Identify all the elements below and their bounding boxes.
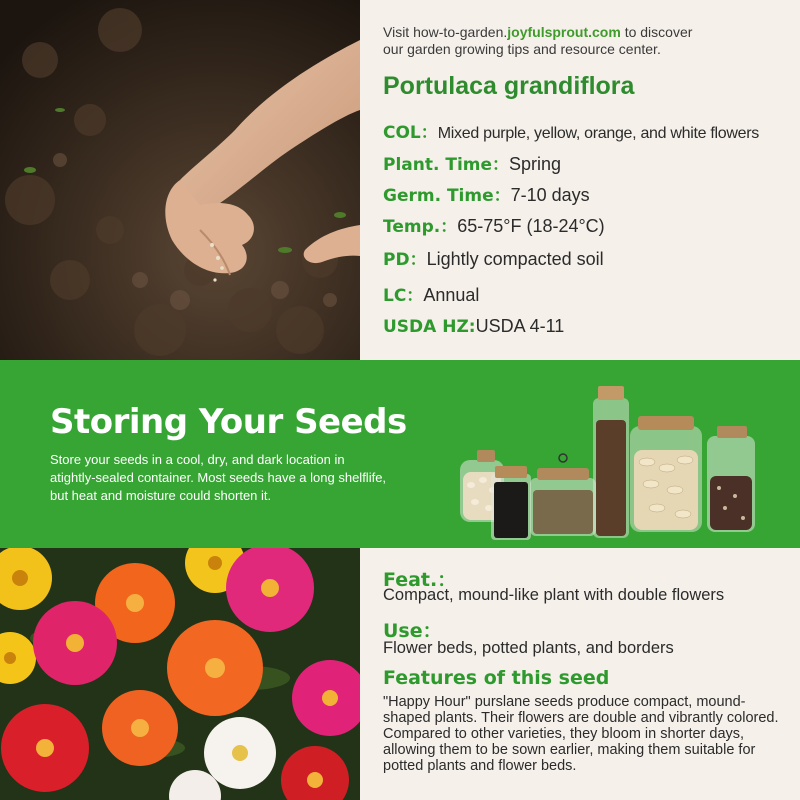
- white-flower: [204, 717, 276, 789]
- visit-text: [383, 24, 783, 58]
- attr-value: 7-10 days: [510, 185, 590, 205]
- flowers-illustration: [0, 548, 360, 800]
- attr-key: Germ. Time：: [383, 186, 511, 206]
- jar-black-seeds: [491, 466, 531, 540]
- attr-planting-depth: [383, 245, 604, 270]
- orange-flower: [102, 690, 178, 766]
- attr-color: [383, 118, 759, 143]
- soil-illustration: [0, 0, 360, 360]
- attr-key: Plant. Time：: [383, 155, 510, 175]
- attr-key: PD：: [383, 250, 427, 270]
- seed-jars-illustration: [455, 380, 765, 540]
- attr-key: USDA HZ:: [383, 317, 476, 337]
- feat-heading: Feat.：: [383, 569, 457, 591]
- attr-usda-zone: [383, 316, 564, 337]
- jar-tall-seeds: [593, 386, 629, 538]
- plant-info-panel: [383, 0, 800, 360]
- visit-suffix: to discover: [620, 24, 693, 40]
- jar-mixed-seeds: [707, 426, 755, 532]
- storing-text: Store your seeds in a cool, dry, and dark location in atightly-sealed container. Most seeds have a long shelflife, but heat and moisture could shorten it.: [50, 452, 387, 503]
- use-heading: Use：: [383, 620, 442, 642]
- attr-key: LC：: [383, 286, 424, 306]
- attr-plant-time: [383, 150, 561, 175]
- attr-value: Mixed purple, yellow, orange, and white flowers: [437, 125, 759, 142]
- attr-germ-time: [383, 181, 590, 206]
- magenta-flower: [33, 601, 117, 685]
- use-text: Flower beds, potted plants, and borders: [383, 639, 674, 657]
- magenta-flower: [226, 548, 314, 632]
- visit-prefix: Visit how-to-garden.: [383, 24, 508, 40]
- website-link[interactable]: joyfulsprout.com: [507, 24, 621, 40]
- feat-text: Compact, mound-like plant with double flowers: [383, 586, 725, 604]
- seed-features-text: "Happy Hour" purslane seeds produce compact, mound-shaped plants. Their flowers are double and vibrantly colored. Compared to other varieties, they bloom in shorter days, allowing them to be sown earlier, making them suitable for potted plants and flower beds.: [383, 694, 779, 774]
- storing-seeds-banner: [0, 360, 800, 548]
- hand-sowing-seeds-photo: [0, 0, 360, 360]
- seed-features-heading: Features of this seed: [383, 667, 610, 689]
- plant-name: Portulaca grandiflora: [383, 72, 635, 100]
- features-panel: [383, 548, 800, 800]
- storing-title: Storing Your Seeds: [50, 402, 407, 442]
- portulaca-flowers-photo: [0, 548, 360, 800]
- attr-value: USDA 4-11: [475, 316, 565, 336]
- visit-line-2: our garden growing tips and resource center.: [383, 41, 661, 57]
- attr-value: 65-75°F (18-24°C): [457, 216, 605, 236]
- features-section: [0, 548, 800, 800]
- attr-temperature: [383, 212, 605, 237]
- attr-key: COL：: [383, 123, 438, 143]
- attr-life-cycle: [383, 281, 479, 306]
- attr-value: Annual: [423, 285, 480, 305]
- jar-brown-seeds: [530, 454, 596, 536]
- attr-key: Temp.：: [383, 217, 458, 237]
- plant-info-section: [0, 0, 800, 360]
- red-flower: [1, 704, 89, 792]
- attr-value: Lightly compacted soil: [426, 249, 604, 269]
- orange-flower: [167, 620, 263, 716]
- jar-pumpkin-seeds: [630, 416, 702, 532]
- attr-value: Spring: [509, 154, 562, 174]
